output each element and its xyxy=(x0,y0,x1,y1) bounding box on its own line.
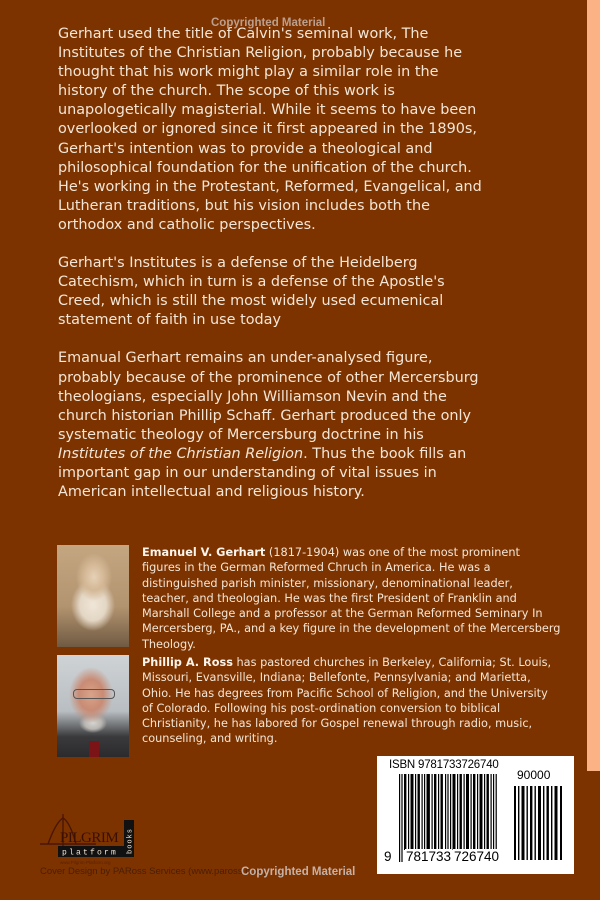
bio-text-gerhart xyxy=(142,545,562,652)
isbn-label: ISBN 9781733726740 xyxy=(389,759,499,771)
tie-shape xyxy=(89,741,99,757)
description-paragraph-2: Gerhart's Institutes is a defense of the Heidelberg Catechism, which in turn is a defense of the Apostle's Creed, which is still the most widely used ecumenical statement of faith in use today xyxy=(58,255,445,329)
paragraph-3-text-a: Emanual Gerhart remains an under-analysed figure, probably because of the prominence of other Mercersburg theologians, especially John Williamson Nevin and the church historian Phillip Schaff. Gerhart produced the only systematic theology of Mercersburg doctrine in his xyxy=(58,350,479,443)
copyright-watermark-bottom: Copyrighted Material xyxy=(241,866,356,878)
barcode-digits-right: 726740 xyxy=(454,849,500,864)
description-paragraph-3 xyxy=(58,349,488,502)
svg-text:PILGRIM: PILGRIM xyxy=(60,830,119,846)
bio-body-ross: has pastored churches in Berkeley, California; St. Louis, Missouri, Evansville, Indiana; Bellefonte, Pennsylvania; and Marietta, Ohio. He has degrees from Pacific School of Religion, and the University of Colorado. Following his post-ordination conversion to biblical Christianity, he has labored for Gospel renewal through radio, music, counseling, and writing. xyxy=(142,656,552,746)
glasses-shape xyxy=(73,689,115,699)
book-title-italic: Institutes of the Christian Religion xyxy=(58,445,304,462)
cover-design-credit: Cover Design by PARoss Services (www.paross.com) xyxy=(40,866,267,877)
copyright-watermark-top: Copyrighted Material xyxy=(211,17,326,29)
bio-body-gerhart: (1817-1904) was one of the most prominent figures in the German Reformed Chruch in America. He was a distinguished parish minister, missionary, denominational leader, teacher, and theologian. He was the first President of Franklin and Marshall College and a professor at the German Reformed Seminary In Mercersberg, PA., and a key figure in the development of the Mercersberg Theology. xyxy=(142,546,561,651)
bio-text-ross xyxy=(142,655,562,747)
portrait-photo-ross xyxy=(57,655,129,757)
barcode-digits-left: 781733 xyxy=(406,849,452,864)
svg-text:platform: platform xyxy=(62,848,119,858)
bio-name-ross: Phillip A. Ross xyxy=(142,656,233,669)
spine-edge-strip xyxy=(587,0,600,771)
svg-text:books: books xyxy=(126,827,135,854)
barcode-bars-addon-icon xyxy=(514,786,564,860)
bio-name-gerhart: Emanuel V. Gerhart xyxy=(142,546,266,559)
price-code: 90000 xyxy=(517,768,551,782)
isbn-barcode xyxy=(377,756,574,874)
pilgrim-platform-logo-icon xyxy=(36,808,136,870)
barcode-digit-first: 9 xyxy=(384,849,392,864)
back-cover-description xyxy=(58,25,488,502)
paragraph-3-text-b: . Thus the book fills an important gap in our understanding of vital issues in American intellectual and religious history. xyxy=(58,445,467,501)
portrait-photo-gerhart xyxy=(57,545,129,647)
description-paragraph-1: Gerhart used the title of Calvin's seminal work, The Institutes of the Christian Religion, probably because he thought that his work might play a similar role in the history of the church. The scope of this work is unapologetically magisterial. While it seems to have been overlooked or ignored since it first appeared in the 1890s, Gerhart's intention was to provide a theological and philosophical foundation for the unification of the church. He's working in the Protestant, Reformed, Evangelical, and Lutheran traditions, but his vision includes both the orthodox and catholic perspectives. xyxy=(58,26,482,233)
svg-text:www.Pilgrim-Platform.org: www.Pilgrim-Platform.org xyxy=(60,860,111,865)
